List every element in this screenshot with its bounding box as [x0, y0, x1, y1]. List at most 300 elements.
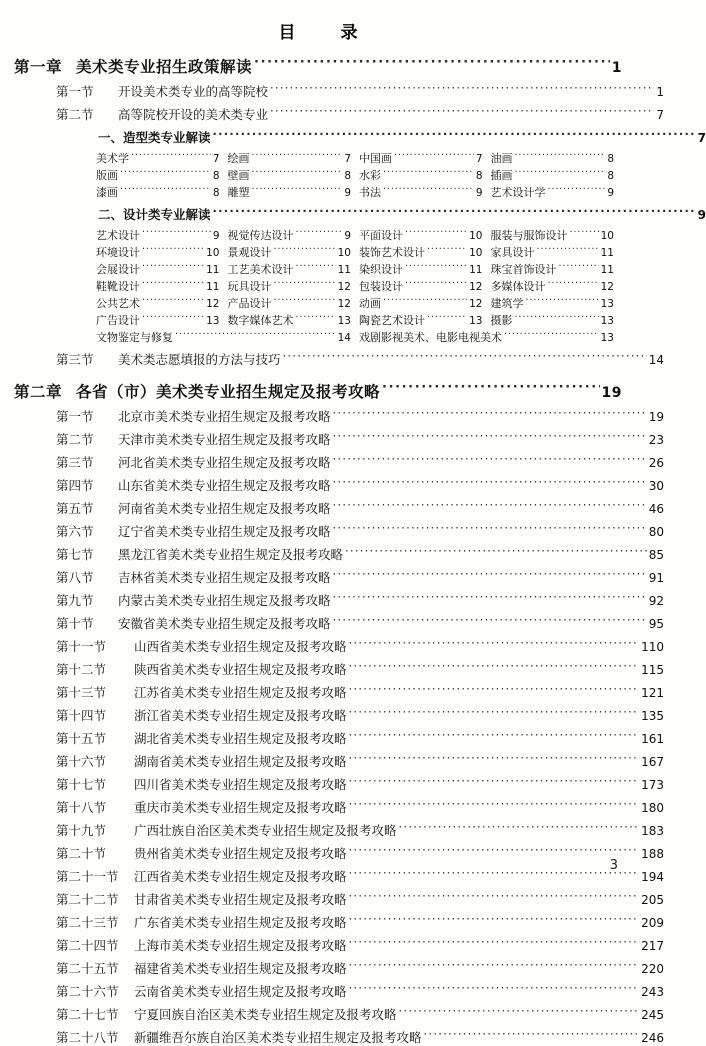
section-title: 安徽省美术类专业招生规定及报考攻略 — [118, 616, 331, 631]
major-page: 11 — [206, 264, 220, 276]
major-item[interactable] — [228, 184, 360, 200]
major-name: 多媒体设计 — [490, 280, 546, 293]
major-item[interactable] — [359, 295, 491, 311]
section-page: 167 — [641, 755, 664, 769]
dot-leader — [333, 501, 647, 514]
section-page: 110 — [641, 640, 664, 654]
dot-leader — [175, 330, 336, 341]
major-page: 13 — [337, 315, 351, 327]
major-page: 8 — [212, 170, 220, 182]
dot-leader — [349, 846, 640, 859]
section-entry[interactable] — [14, 637, 664, 655]
section-label: 第三节 — [56, 455, 94, 470]
section-entry[interactable] — [14, 350, 664, 368]
major-name: 服装与服饰设计 — [490, 229, 568, 242]
dot-leader — [333, 524, 647, 537]
dot-leader — [515, 168, 606, 179]
major-name: 雕塑 — [227, 186, 250, 199]
section-title: 上海市美术类专业招生规定及报考攻略 — [134, 938, 347, 953]
dot-leader — [283, 352, 647, 365]
section-label: 第一节 — [56, 84, 94, 99]
section-label: 第十八节 — [56, 800, 107, 815]
dot-leader — [333, 616, 647, 629]
section-label: 第二十七节 — [56, 1007, 119, 1022]
dot-leader — [383, 296, 467, 307]
section-page: 194 — [641, 870, 664, 884]
major-name: 建筑学 — [490, 297, 524, 310]
major-item[interactable] — [96, 184, 228, 200]
subsection-page: 9 — [697, 208, 706, 222]
section-page: 161 — [641, 732, 664, 746]
section-page: 135 — [641, 709, 664, 723]
section-label: 第八节 — [56, 570, 94, 585]
dot-leader — [349, 754, 640, 767]
major-item[interactable] — [491, 278, 623, 294]
major-page: 8 — [607, 153, 614, 165]
major-item[interactable] — [228, 295, 360, 311]
section-title: 美术类志愿填报的方法与技巧 — [118, 352, 281, 367]
dot-leader — [383, 185, 474, 196]
dot-leader — [296, 313, 336, 324]
major-item[interactable] — [228, 278, 360, 294]
major-name: 美术学 — [96, 152, 129, 165]
section-page: 243 — [641, 985, 664, 999]
section-page: 7 — [656, 108, 664, 122]
section-page: 246 — [641, 1031, 664, 1045]
section-title: 北京市美术类专业招生规定及报考攻略 — [118, 409, 331, 424]
section-page: 220 — [641, 962, 664, 976]
section-title: 广西壮族自治区美术类专业招生规定及报考攻略 — [134, 823, 397, 838]
section-entry[interactable] — [14, 913, 664, 931]
major-name: 视觉传达设计 — [227, 229, 294, 242]
major-item[interactable] — [96, 278, 228, 294]
dot-leader — [252, 151, 343, 162]
section-entry[interactable] — [14, 775, 664, 793]
dot-leader — [333, 593, 647, 606]
chapter-entry-1[interactable] — [14, 55, 622, 77]
subsection-title: 一、造型类专业解读 — [98, 130, 211, 145]
section-page: 80 — [648, 525, 664, 539]
major-name: 装饰艺术设计 — [359, 246, 425, 259]
section-entry[interactable] — [14, 430, 664, 448]
major-item[interactable] — [96, 329, 359, 345]
major-item[interactable] — [96, 295, 228, 311]
major-name: 动画 — [359, 297, 381, 310]
major-item[interactable] — [359, 184, 491, 200]
section-label: 第四节 — [56, 478, 94, 493]
major-page: 12 — [206, 298, 220, 310]
section-title: 江苏省美术类专业招生规定及报考攻略 — [134, 685, 347, 700]
section-entry[interactable] — [14, 959, 664, 977]
chapter-title: 各省（市）美术类专业招生规定及报考攻略 — [76, 383, 381, 401]
dot-leader — [349, 731, 640, 744]
dot-leader — [254, 57, 610, 73]
major-page: 13 — [206, 315, 220, 327]
major-item[interactable] — [96, 227, 228, 243]
section-title: 陕西省美术类专业招生规定及报考攻略 — [134, 662, 347, 677]
section-entry[interactable] — [14, 407, 664, 425]
major-row — [96, 329, 622, 345]
major-page: 12 — [600, 281, 614, 293]
major-name: 包装设计 — [359, 280, 403, 293]
dot-leader — [537, 245, 599, 256]
section-title: 福建省美术类专业招生规定及报考攻略 — [134, 961, 347, 976]
section-label: 第六节 — [56, 524, 94, 539]
major-page: 9 — [212, 230, 220, 242]
major-page: 12 — [469, 298, 483, 310]
section-title: 广东省美术类专业招生规定及报考攻略 — [134, 915, 347, 930]
major-item[interactable] — [228, 150, 360, 166]
dot-leader — [405, 262, 467, 273]
section-entry[interactable] — [14, 591, 664, 609]
dot-leader — [349, 869, 640, 882]
section-title: 宁夏回族自治区美术类专业招生规定及报考攻略 — [134, 1007, 397, 1022]
section-page: 1 — [656, 85, 664, 99]
major-item[interactable] — [359, 312, 491, 328]
major-item[interactable] — [359, 261, 491, 277]
chapter2-section-list — [14, 407, 664, 1046]
major-page: 13 — [600, 332, 614, 344]
section-title: 重庆市美术类专业招生规定及报考攻略 — [134, 800, 347, 815]
dot-leader — [120, 185, 211, 196]
dot-leader — [270, 84, 654, 97]
subsection-page: 7 — [697, 131, 706, 145]
major-item[interactable] — [228, 261, 360, 277]
major-item[interactable] — [96, 244, 228, 260]
section-title: 云南省美术类专业招生规定及报考攻略 — [134, 984, 347, 999]
major-name: 公共艺术 — [96, 297, 140, 310]
major-item[interactable] — [491, 312, 623, 328]
major-page: 10 — [469, 230, 483, 242]
section-entry[interactable] — [14, 890, 664, 908]
major-item[interactable] — [359, 278, 491, 294]
section-label: 第二十三节 — [56, 915, 119, 930]
section-page: 180 — [641, 801, 664, 815]
dot-leader — [349, 938, 640, 951]
major-name: 摄影 — [490, 314, 513, 327]
dot-leader — [570, 228, 599, 239]
major-name: 珠宝首饰设计 — [490, 263, 557, 276]
dot-leader — [515, 313, 599, 324]
major-name: 戏剧影视美术、电影电视美术 — [359, 331, 502, 344]
section-page: 115 — [641, 663, 664, 677]
section-title: 河南省美术类专业招生规定及报考攻略 — [118, 501, 331, 516]
major-item[interactable] — [96, 150, 228, 166]
section-label: 第二十六节 — [56, 984, 119, 999]
major-page: 11 — [469, 264, 483, 276]
major-row — [96, 278, 622, 294]
section-entry[interactable] — [14, 867, 664, 885]
dot-leader — [274, 279, 336, 290]
section-page: 30 — [648, 479, 664, 493]
section-label: 第七节 — [56, 547, 94, 562]
dot-leader — [394, 151, 474, 162]
major-item[interactable] — [491, 227, 623, 243]
section-entry[interactable] — [14, 105, 664, 123]
dot-leader — [349, 892, 640, 905]
major-name: 广告设计 — [96, 314, 140, 327]
major-row — [96, 261, 622, 277]
section-label: 第十五节 — [56, 731, 107, 746]
section-entry[interactable] — [14, 683, 664, 701]
major-page: 8 — [212, 187, 220, 199]
section-entry[interactable] — [14, 729, 664, 747]
section-label: 第二十一节 — [56, 869, 119, 884]
section-label: 第十六节 — [56, 754, 107, 769]
dot-leader — [333, 432, 647, 445]
major-page: 7 — [344, 153, 351, 165]
section-label: 第二十节 — [56, 846, 107, 861]
section-page: 205 — [641, 893, 664, 907]
dot-leader — [424, 1030, 640, 1043]
section-title: 吉林省美术类专业招生规定及报考攻略 — [118, 570, 331, 585]
major-name: 壁画 — [227, 169, 250, 182]
major-page: 8 — [344, 170, 351, 182]
section-title: 河北省美术类专业招生规定及报考攻略 — [118, 455, 331, 470]
section-label: 第二十四节 — [56, 938, 119, 953]
dot-leader — [274, 245, 336, 256]
dot-leader — [349, 639, 640, 652]
major-item[interactable] — [228, 167, 360, 183]
section-label: 第十三节 — [56, 685, 107, 700]
chapter-label: 第一章 — [14, 58, 63, 76]
dot-leader — [142, 228, 211, 239]
dot-leader — [142, 279, 204, 290]
major-name: 玩具设计 — [227, 280, 272, 293]
section-entry[interactable] — [14, 499, 664, 517]
major-row — [96, 184, 622, 200]
dot-leader — [333, 455, 647, 468]
section-page: 23 — [648, 433, 664, 447]
section-title: 辽宁省美术类专业招生规定及报考攻略 — [118, 524, 331, 539]
section-entry[interactable] — [14, 1028, 664, 1046]
major-item[interactable] — [96, 312, 228, 328]
dot-leader — [142, 245, 204, 256]
major-page: 9 — [475, 187, 483, 199]
section-label: 第二十二节 — [56, 892, 119, 907]
dot-leader — [427, 245, 467, 256]
section-page: 19 — [648, 410, 664, 424]
section-entry[interactable] — [14, 844, 664, 862]
section-page: 183 — [641, 824, 664, 838]
section-label: 第十四节 — [56, 708, 107, 723]
section-label: 第十七节 — [56, 777, 107, 792]
section-entry[interactable] — [14, 476, 664, 494]
dot-leader — [349, 800, 640, 813]
major-row — [96, 312, 622, 328]
major-name: 绘画 — [227, 152, 250, 165]
section-page: 14 — [648, 353, 664, 367]
section-title: 湖北省美术类专业招生规定及报考攻略 — [134, 731, 347, 746]
section-title: 黑龙江省美术类专业招生规定及报考攻略 — [118, 547, 344, 562]
section-label: 第三节 — [56, 352, 94, 367]
major-page: 12 — [337, 298, 351, 310]
section-label: 第五节 — [56, 501, 94, 516]
section-entry[interactable] — [14, 453, 664, 471]
major-item[interactable] — [491, 150, 623, 166]
section-entry[interactable] — [14, 752, 664, 770]
section-entry[interactable] — [14, 798, 664, 816]
major-name: 艺术设计学 — [490, 186, 546, 199]
dot-leader — [270, 107, 654, 120]
section-title: 新疆维吾尔族自治区美术类专业招生规定及报考攻略 — [134, 1030, 422, 1045]
major-item[interactable] — [491, 167, 623, 183]
dot-leader — [333, 478, 647, 491]
section-entry[interactable] — [14, 545, 664, 563]
major-page: 9 — [344, 230, 351, 242]
chapter-page: 1 — [611, 60, 622, 76]
page-title: 目 录 — [278, 23, 372, 43]
major-item[interactable] — [96, 261, 228, 277]
major-item[interactable] — [228, 244, 360, 260]
dot-leader — [349, 777, 640, 790]
dot-leader — [405, 228, 467, 239]
major-page: 13 — [600, 298, 614, 310]
dot-leader — [333, 570, 647, 583]
folio-page-number: 3 — [609, 858, 618, 873]
major-name: 油画 — [490, 152, 513, 165]
section-label: 第二十五节 — [56, 961, 119, 976]
major-item[interactable] — [491, 295, 623, 311]
section-label: 第二十八节 — [56, 1030, 119, 1045]
section-entry[interactable] — [14, 936, 664, 954]
section-title: 浙江省美术类专业招生规定及报考攻略 — [134, 708, 347, 723]
major-name: 染织设计 — [359, 263, 403, 276]
major-item[interactable] — [359, 244, 491, 260]
dot-leader — [345, 547, 647, 560]
section-label: 第十节 — [56, 616, 94, 631]
section-label: 第一节 — [56, 409, 94, 424]
major-item[interactable] — [491, 184, 623, 200]
section-page: 85 — [648, 548, 664, 562]
section-entry[interactable] — [14, 706, 664, 724]
section-page: 245 — [641, 1008, 664, 1022]
dot-leader — [383, 168, 474, 179]
major-item[interactable] — [96, 167, 228, 183]
major-name: 书法 — [359, 186, 381, 199]
dot-leader — [213, 207, 696, 220]
section-label: 第十九节 — [56, 823, 107, 838]
major-page: 12 — [469, 281, 483, 293]
major-name: 漆画 — [96, 186, 118, 199]
major-item[interactable] — [359, 167, 491, 183]
major-name: 版画 — [96, 169, 118, 182]
major-item[interactable] — [359, 150, 491, 166]
section-entry[interactable] — [14, 1005, 664, 1023]
section-label: 第二节 — [56, 432, 94, 447]
major-page: 10 — [469, 247, 483, 259]
major-name: 环境设计 — [96, 246, 140, 259]
dot-leader — [559, 262, 599, 273]
section-entry[interactable] — [14, 821, 664, 839]
section-title: 江西省美术类专业招生规定及报考攻略 — [134, 869, 347, 884]
section-label: 第十一节 — [56, 639, 107, 654]
section-title: 甘肃省美术类专业招生规定及报考攻略 — [134, 892, 347, 907]
major-item[interactable] — [228, 227, 360, 243]
major-page: 13 — [600, 315, 614, 327]
dot-leader — [349, 915, 640, 928]
major-page: 14 — [337, 332, 351, 344]
major-name: 平面设计 — [359, 229, 403, 242]
major-name: 数字媒体艺术 — [227, 314, 294, 327]
major-page: 9 — [344, 187, 351, 199]
dot-leader — [213, 130, 696, 143]
section-label: 第二节 — [56, 107, 94, 122]
section-entry[interactable] — [14, 660, 664, 678]
section-title: 山东省美术类专业招生规定及报考攻略 — [118, 478, 331, 493]
major-name: 景观设计 — [227, 246, 272, 259]
section-page: 121 — [641, 686, 664, 700]
subsection-entry[interactable] — [14, 205, 706, 223]
major-row — [96, 295, 622, 311]
section-entry[interactable] — [14, 522, 664, 540]
major-page: 10 — [600, 230, 614, 242]
section-title: 山西省美术类专业招生规定及报考攻略 — [134, 639, 347, 654]
section-title: 四川省美术类专业招生规定及报考攻略 — [134, 777, 347, 792]
dot-leader — [252, 168, 343, 179]
dot-leader — [131, 151, 211, 162]
subsection-entry[interactable] — [14, 128, 706, 146]
section-page: 26 — [648, 456, 664, 470]
section-title: 高等院校开设的美术类专业 — [118, 107, 269, 122]
section-entry[interactable] — [14, 568, 664, 586]
toc-page — [0, 10, 706, 1045]
major-grid-fine-art — [14, 150, 622, 200]
major-page: 11 — [600, 247, 614, 259]
section-entry[interactable] — [14, 82, 664, 100]
major-item[interactable] — [359, 329, 622, 345]
section-page: 91 — [648, 571, 664, 585]
major-name: 家具设计 — [490, 246, 535, 259]
section-title: 开设美术类专业的高等院校 — [118, 84, 269, 99]
major-page: 11 — [337, 264, 351, 276]
section-entry[interactable] — [14, 982, 664, 1000]
major-name: 中国画 — [359, 152, 392, 165]
section-page: 209 — [641, 916, 664, 930]
major-item[interactable] — [359, 227, 491, 243]
major-name: 鞋靴设计 — [96, 280, 140, 293]
major-row — [96, 227, 622, 243]
dot-leader — [142, 313, 204, 324]
dot-leader — [120, 168, 211, 179]
section-title: 天津市美术类专业招生规定及报考攻略 — [118, 432, 331, 447]
major-page: 13 — [469, 315, 483, 327]
major-item[interactable] — [491, 261, 623, 277]
dot-leader — [296, 228, 343, 239]
major-row — [96, 244, 622, 260]
dot-leader — [405, 279, 467, 290]
major-row — [96, 150, 622, 166]
section-page: 217 — [641, 939, 664, 953]
dot-leader — [349, 984, 640, 997]
dot-leader — [548, 279, 599, 290]
section-title: 湖南省美术类专业招生规定及报考攻略 — [134, 754, 347, 769]
major-page: 11 — [206, 281, 220, 293]
chapter-entry-2[interactable] — [14, 380, 622, 402]
major-page: 7 — [212, 153, 220, 165]
chapter-label: 第二章 — [14, 383, 63, 401]
dot-leader — [142, 262, 204, 273]
major-item[interactable] — [491, 244, 623, 260]
section-page: 92 — [648, 594, 664, 608]
major-page: 8 — [475, 170, 483, 182]
major-item[interactable] — [228, 312, 360, 328]
dot-leader — [274, 296, 336, 307]
subsection-title: 二、设计类专业解读 — [98, 207, 211, 222]
section-entry[interactable] — [14, 614, 664, 632]
major-name: 会展设计 — [96, 263, 140, 276]
dot-leader — [333, 409, 647, 422]
